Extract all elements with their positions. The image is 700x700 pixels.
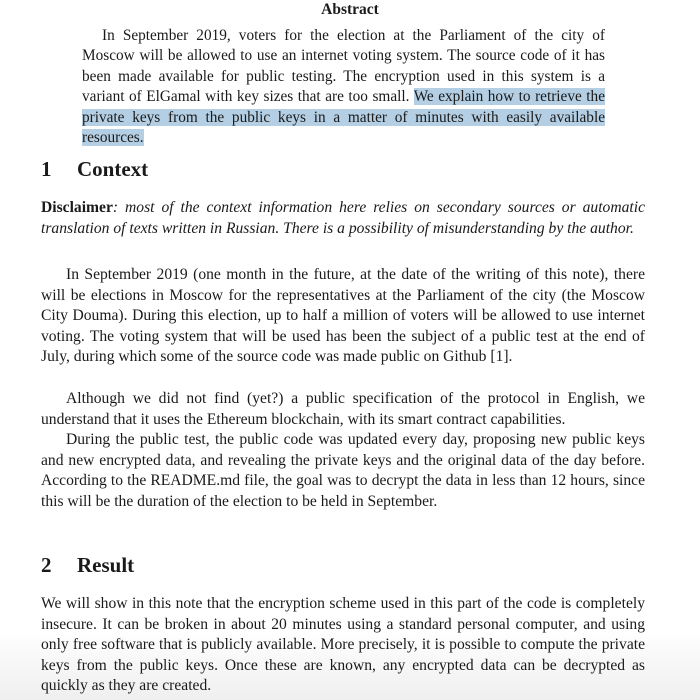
disclaimer-text: : most of the context information here relies on secondary sources or automatic translation of texts written in Russian. There is a possibility of misunderstanding by the author. xyxy=(41,199,645,237)
context-paragraph-3 xyxy=(41,430,645,512)
section-heading-result xyxy=(41,552,134,578)
paragraph-text: During the public test, the public code was updated every day, proposing new public keys and new encrypted data, and revealing the private keys and the original data of the day before. According to the README.md file, the goal was to decrypt the data in less than 12 hours, since this will be the duration of the election to be held in September. xyxy=(41,431,645,510)
result-paragraph-1 xyxy=(41,594,645,697)
abstract-text: In September 2019, voters for the election at the Parliament of the city of Moscow will be allowed to use an internet voting system. The source code of it has been made available for public testing. The encryption used in this system is a variant of ElGamal with key sizes that are too small. xyxy=(82,27,605,106)
disclaimer-label: Disclaimer xyxy=(41,199,113,216)
paragraph-text: Although we did not find (yet?) a public specification of the protocol in English, we understand that it uses the Ethereum blockchain, with its smart contract capabilities. xyxy=(41,390,645,428)
abstract-heading: Abstract xyxy=(321,1,379,18)
context-paragraph-1 xyxy=(41,265,645,368)
context-paragraph-2 xyxy=(41,389,645,430)
section-title: Context xyxy=(77,157,149,181)
paragraph-text: We will show in this note that the encryption scheme used in this part of the code is completely insecure. It can be broken in about 20 minutes using a standard personal computer, and using only free software that is publicly available. More precisely, it is possible to compute the private keys from the public keys. Once these are known, any encrypted data can be decrypted as quickly as they are created. xyxy=(41,595,645,695)
section-title: Result xyxy=(77,553,135,577)
section-number: 1 xyxy=(41,157,52,181)
section-number: 2 xyxy=(41,553,52,577)
paragraph-text: In September 2019 (one month in the future, at the date of the writing of this note), there will be elections in Moscow for the representatives at the Parliament of the city (the Moscow City Douma). During this election, up to half a million of voters will be allowed to use internet voting. The voting system that will be used has been the subject of a public test at the end of July, during which some of the source code was made public on Github [1]. xyxy=(41,266,645,366)
abstract-highlighted-selection[interactable]: We explain how to retrieve the private keys from the public keys in a matter of minutes with easily available resources. xyxy=(82,88,605,147)
section-heading-context xyxy=(41,156,148,182)
abstract-body xyxy=(82,26,605,148)
disclaimer-paragraph xyxy=(41,198,645,239)
